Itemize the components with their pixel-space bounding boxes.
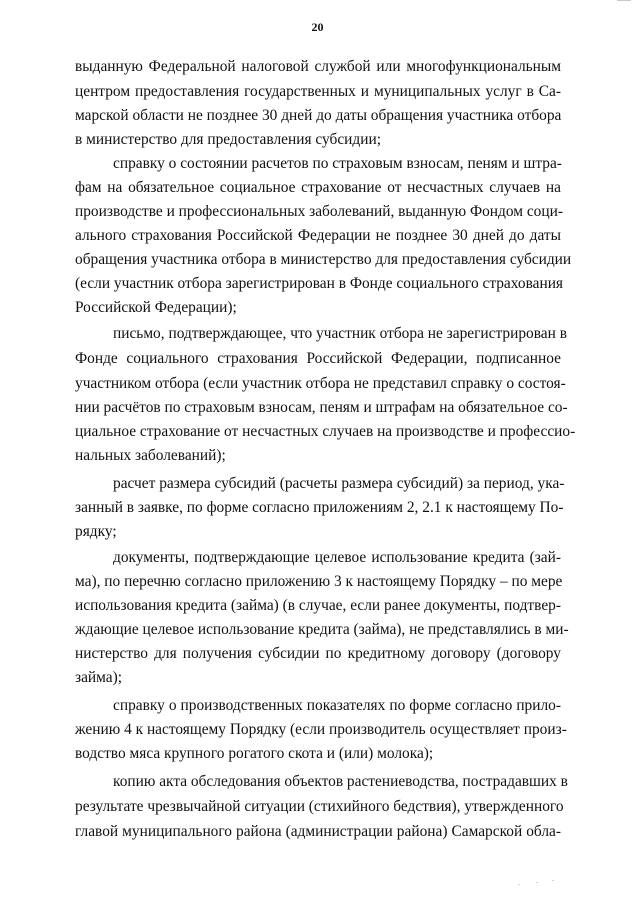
text-line: нистерство для получения субсидии по кредитному договору (договору (75, 645, 561, 662)
text-line: письмо, подтверждающее, что участник отбора не зарегистрирован в (113, 325, 567, 342)
text-line: результате чрезвычайной ситуации (стихийного бедствия), утвержденного (75, 798, 564, 815)
text-line: нии расчётов по страховым взносам, пеням и штрафам на обязательное со- (75, 399, 568, 416)
text-line: марской области не позднее 30 дней до даты обращения участника отбора (75, 107, 562, 124)
text-line: циальное страхование от несчастных случаев на производстве и профессио- (75, 423, 576, 440)
text-line: водство мяса крупного рогатого скота и (или) молока); (75, 745, 434, 762)
text-line: расчет размера субсидий (расчеты размера субсидий) за период, ука- (113, 475, 565, 492)
text-line: обращения участника отбора в министерство для предоставления субсидии (75, 251, 572, 268)
text-line: центром предоставления государственных и муниципальных услуг в Са- (75, 83, 561, 100)
text-line: занный в заявке, по форме согласно приложениям 2, 2.1 к настоящему По- (75, 499, 564, 516)
text-line: копию акта обследования объектов растениеводства, пострадавших в (113, 773, 568, 790)
text-line: документы, подтверждающие целевое использование кредита (зай- (113, 549, 561, 566)
page-number: 20 (311, 20, 324, 34)
text-line: жению 4 к настоящему Порядку (если производитель осуществляет произ- (75, 721, 567, 738)
text-line: справку о состоянии расчетов по страховым взносам, пеням и штра- (113, 155, 562, 172)
text-line: использования кредита (займа) (в случае, если ранее документы, подтвер- (75, 597, 561, 614)
text-line: главой муниципального района (администрации района) Самарской обла- (75, 823, 561, 840)
text-line: справку о производственных показателях по форме согласно прило- (113, 697, 561, 714)
text-line: в министерство для предоставления субсидии; (75, 131, 381, 148)
text-line: (если участник отбора зарегистрирован в Фонде социального страхования (75, 275, 564, 292)
text-line: фам на обязательное социальное страхование от несчастных случаев на (75, 179, 561, 196)
text-line: нальных заболеваний); (75, 447, 226, 464)
scan-speck (518, 884, 520, 885)
text-line: участником отбора (если участник отбора не представил справку о состоя- (75, 375, 566, 392)
text-line: Российской Федерации); (75, 299, 237, 316)
scan-speck (552, 880, 554, 881)
text-line: производстве и профессиональных заболеваний, выданную Фондом соци- (75, 203, 563, 220)
text-line: Фонде социального страхования Российской Федерации, подписанное (75, 350, 561, 367)
text-line: ма), по перечню согласно приложению 3 к настоящему Порядку – по мере (75, 573, 563, 590)
text-line: ального страхования Российской Федерации не позднее 30 дней до даты (75, 227, 561, 244)
text-line: ждающие целевое использование кредита (займа), не представлялись в ми- (75, 621, 569, 638)
scan-speck (536, 882, 538, 883)
text-line: займа); (75, 669, 123, 686)
scan-corner-mark (617, 0, 631, 4)
text-line: рядку; (75, 523, 117, 540)
text-line: выданную Федеральной налоговой службой или многофункциональным (75, 58, 561, 75)
